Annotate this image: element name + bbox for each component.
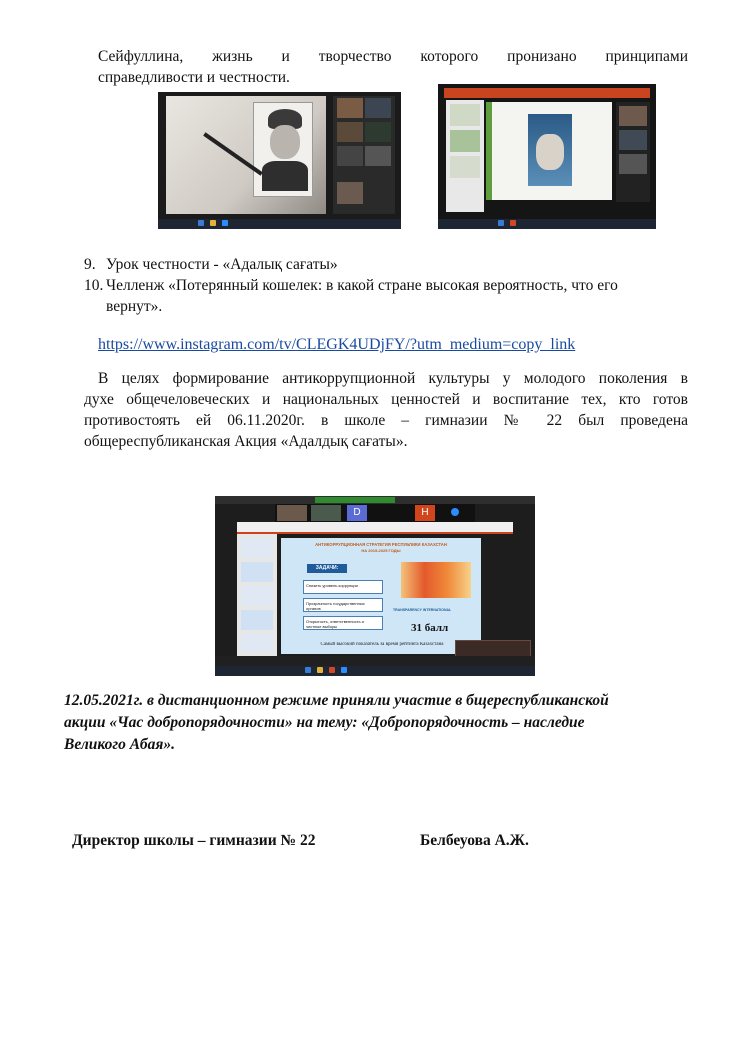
list-text: Урок честности - «Адалық сағаты» [106,256,338,273]
campaign-paragraph [84,368,688,452]
intro-paragraph [98,46,688,88]
participant-avatar-h: H [415,505,435,521]
world-map [401,562,471,598]
call-controls-bar [215,656,535,666]
instagram-link-row [98,336,575,354]
slide-thumbnails [446,100,484,212]
instagram-link[interactable]: https://www.instagram.com/tv/CLEGK4UDjFY/?utm_medium=copy_link [98,336,576,353]
window-titlebar [215,496,535,504]
main-slide [486,102,612,200]
participant-strip [275,504,475,522]
paragraph-line-1: В целях формирование антикоррупционной культуры у молодого поколения в [98,370,688,387]
taskbar [158,219,401,229]
photo-presentation-call [438,84,656,229]
list-number: 10. [84,277,104,294]
portrait-sketch [253,102,313,197]
task-box-3: Открытость, ответственность и честные выборы [303,616,383,630]
list-item-10 [84,275,688,317]
list-item-9 [84,254,688,275]
taskbar [438,219,656,229]
intro-line-1: Сейфуллина, жизнь и творчество которого пронизано принципами [98,48,688,65]
task-box-1: Снизить уровень коррупции [303,580,383,594]
task-box-2: Прозрачность государственных органов [303,598,383,612]
paragraph-line-4: общереспубликанская Акция «Адалдық сағаты». [84,433,408,450]
list-text-continued: вернут». [106,298,163,315]
app-ribbon [444,88,650,98]
closing-line-3: Великого Абая». [64,736,175,753]
slide-footer: Самый высокий показатель за время рейтинга Казахстана [320,642,444,647]
photo-anticorruption-slide [215,496,535,676]
tasks-label: ЗАДАЧИ: [307,564,347,573]
ppt-ribbon [237,522,513,534]
closing-line-1: 12.05.2021г. в дистанционном режиме приняли участие в бщереспубликанской [64,692,609,709]
closing-paragraph [64,690,688,756]
paragraph-line-3: противостоять ей 06.11.2020г. в школе – гимназии № 22 был проведена [84,412,688,429]
signature-name: Белбеуова А.Ж. [420,832,529,849]
ti-logo: TRANSPARENCY INTERNATIONAL [393,608,452,612]
video-panel [616,102,650,202]
taskbar [215,666,535,676]
closing-line-2: акции «Час добропорядочности» на тему: «Добропорядочность – наследие [64,714,585,731]
main-slide [281,538,481,654]
participant-panel [333,96,395,214]
slide-thumbnails [237,534,277,656]
slide-title: АНТИКОРРУПЦИОННАЯ СТРАТЕГИЯ РЕСПУБЛИКИ КАЗАХСТАН [315,542,447,547]
list-text: Челленж «Потерянный кошелек: в какой стране высокая вероятность, что его [106,277,618,294]
signature-role: Директор школы – гимназии № 22 [72,832,316,849]
slide-subtitle: НА 2015-2025 ГОДЫ [361,548,401,553]
paragraph-line-2: духе общечеловеческих и национальных ценностей и воспитание тех, кто готов [84,391,688,408]
photo-drawing-video-call [158,92,401,229]
participant-avatar-d: D [347,505,367,521]
book-cover [528,114,572,186]
list-number: 9. [84,256,96,273]
score-label: 31 балл [411,622,449,634]
intro-line-2: справедливости и честности. [98,69,290,86]
